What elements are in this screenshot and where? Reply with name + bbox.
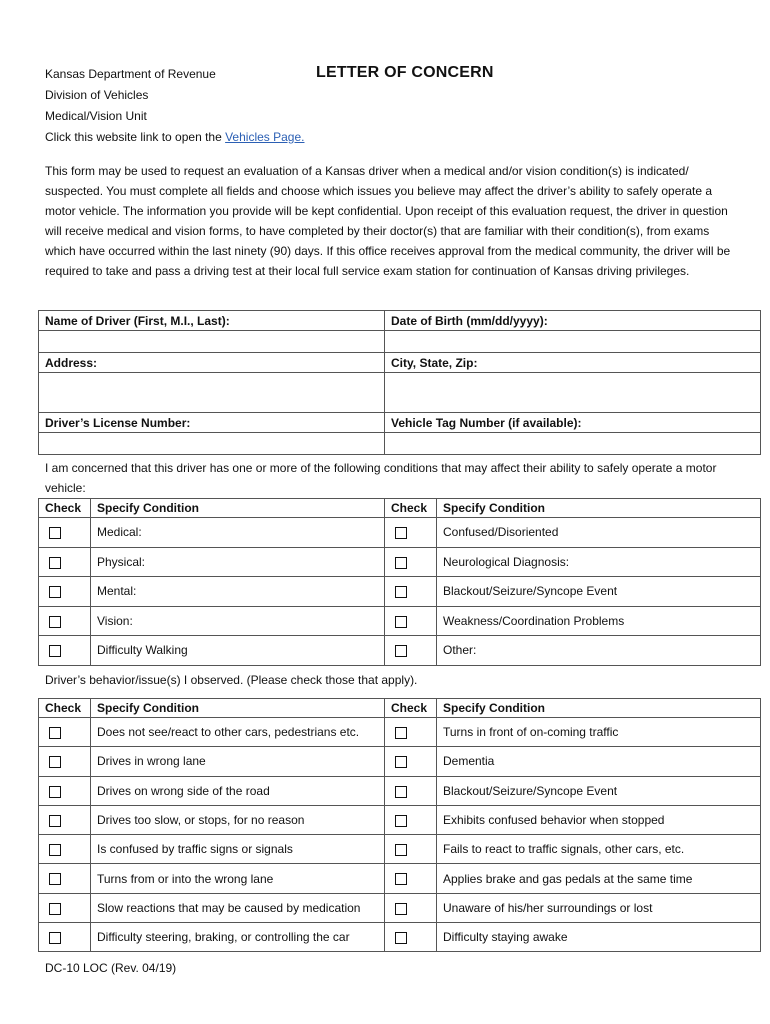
checkbox[interactable]	[49, 903, 61, 915]
checkbox-cell[interactable]	[39, 864, 91, 893]
checkbox[interactable]	[395, 756, 407, 768]
name-input[interactable]	[45, 335, 378, 349]
checkbox-cell[interactable]	[39, 577, 91, 607]
table-row	[39, 718, 761, 747]
checkbox-cell[interactable]	[385, 835, 437, 864]
checkbox[interactable]	[49, 786, 61, 798]
condition-label: Other:	[437, 636, 761, 666]
condition-label: Turns from or into the wrong lane	[91, 864, 385, 893]
checkbox[interactable]	[49, 527, 61, 539]
checkbox-cell[interactable]	[385, 805, 437, 834]
dob-input[interactable]	[391, 335, 754, 349]
checkbox-cell[interactable]	[385, 893, 437, 922]
checkbox[interactable]	[395, 557, 407, 569]
driver-info-table	[38, 310, 761, 455]
condition-label: Neurological Diagnosis:	[437, 547, 761, 577]
checkbox-cell[interactable]	[385, 864, 437, 893]
checkbox[interactable]	[49, 616, 61, 628]
condition-label: Does not see/react to other cars, pedestrians etc.	[91, 718, 385, 747]
intro-paragraph	[45, 161, 735, 281]
table-row	[39, 518, 761, 548]
address-field[interactable]	[39, 373, 385, 413]
table-row	[39, 747, 761, 776]
checkbox-cell[interactable]	[385, 606, 437, 636]
checkbox[interactable]	[49, 557, 61, 569]
condition-label: Drives in wrong lane	[91, 747, 385, 776]
vehicles-page-link[interactable]: Vehicles Page.	[225, 130, 305, 144]
table-row	[39, 864, 761, 893]
checkbox[interactable]	[395, 645, 407, 657]
city-input[interactable]	[391, 386, 754, 400]
checkbox-cell[interactable]	[39, 923, 91, 952]
license-label: Driver’s License Number:	[39, 413, 385, 433]
checkbox-cell[interactable]	[39, 835, 91, 864]
checkbox[interactable]	[395, 873, 407, 885]
table-row	[39, 636, 761, 666]
check-header: Check	[39, 499, 91, 518]
checkbox-cell[interactable]	[39, 606, 91, 636]
checkbox-cell[interactable]	[39, 893, 91, 922]
checkbox[interactable]	[395, 727, 407, 739]
checkbox-cell[interactable]	[385, 776, 437, 805]
checkbox-cell[interactable]	[385, 547, 437, 577]
tag-field[interactable]	[385, 433, 761, 455]
condition-label: Mental:	[91, 577, 385, 607]
checkbox-cell[interactable]	[39, 776, 91, 805]
check-header: Check	[385, 499, 437, 518]
checkbox[interactable]	[395, 903, 407, 915]
checkbox[interactable]	[49, 586, 61, 598]
name-field[interactable]	[39, 331, 385, 353]
checkbox[interactable]	[395, 815, 407, 827]
checkbox-cell[interactable]	[385, 923, 437, 952]
condition-label: Physical:	[91, 547, 385, 577]
table-row	[39, 606, 761, 636]
condition-header: Specify Condition	[437, 499, 761, 518]
condition-label: Drives too slow, or stops, for no reason	[91, 805, 385, 834]
condition-label: Applies brake and gas pedals at the same time	[437, 864, 761, 893]
condition-header: Specify Condition	[91, 499, 385, 518]
checkbox[interactable]	[395, 932, 407, 944]
page-title: LETTER OF CONCERN	[316, 64, 494, 81]
conditions-table	[38, 498, 761, 666]
checkbox[interactable]	[395, 616, 407, 628]
condition-label: Blackout/Seizure/Syncope Event	[437, 577, 761, 607]
condition-label: Drives on wrong side of the road	[91, 776, 385, 805]
behaviors-table	[38, 698, 761, 952]
checkbox-cell[interactable]	[385, 518, 437, 548]
address-input[interactable]	[45, 386, 378, 400]
checkbox[interactable]	[395, 844, 407, 856]
dob-label: Date of Birth (mm/dd/yyyy):	[385, 311, 761, 331]
tag-label: Vehicle Tag Number (if available):	[385, 413, 761, 433]
checkbox[interactable]	[49, 645, 61, 657]
checkbox[interactable]	[395, 786, 407, 798]
checkbox-cell[interactable]	[39, 718, 91, 747]
checkbox-cell[interactable]	[385, 747, 437, 776]
intro-text: This form may be used to request an evaluation of a Kansas driver when a medical and/or vision condition(s) is indicated/ suspected. You must complete all fields and choose which issues you believe may affect the driver’s ability to safely operate a motor vehicle. The information you provide will be kept confidential. Upon receipt of this evaluation request, the driver in question will receive medical and vision forms, to have completed by their doctor(s) that are familiar with their condition(s), from exams which have occurred within the last ninety (90) days. If this office receives approval from the medical community, the driver will be required to take and pass a driving test at their local full service exam station for continuation of Kansas driving privileges.	[45, 164, 731, 278]
condition-header: Specify Condition	[437, 699, 761, 718]
address-label: Address:	[39, 353, 385, 373]
checkbox[interactable]	[395, 586, 407, 598]
checkbox[interactable]	[49, 932, 61, 944]
form-number: DC-10 LOC (Rev. 04/19)	[45, 961, 177, 975]
check-header: Check	[39, 699, 91, 718]
table-row	[39, 835, 761, 864]
table-row	[39, 776, 761, 805]
name-label: Name of Driver (First, M.I., Last):	[39, 311, 385, 331]
checkbox[interactable]	[49, 873, 61, 885]
condition-label: Turns in front of on-coming traffic	[437, 718, 761, 747]
condition-label: Weakness/Coordination Problems	[437, 606, 761, 636]
checkbox[interactable]	[49, 756, 61, 768]
city-field[interactable]	[385, 373, 761, 413]
table-row	[39, 577, 761, 607]
table-row	[39, 805, 761, 834]
agency-name: Kansas Department of Revenue	[45, 67, 216, 81]
checkbox-cell[interactable]	[385, 636, 437, 666]
condition-header: Specify Condition	[91, 699, 385, 718]
link-prefix: Click this website link to open the	[45, 130, 226, 144]
table-row	[39, 893, 761, 922]
condition-label: Unaware of his/her surroundings or lost	[437, 893, 761, 922]
condition-label: Slow reactions that may be caused by medication	[91, 893, 385, 922]
condition-label: Blackout/Seizure/Syncope Event	[437, 776, 761, 805]
condition-label: Confused/Disoriented	[437, 518, 761, 548]
condition-label: Vision:	[91, 606, 385, 636]
checkbox-cell[interactable]	[385, 577, 437, 607]
checkbox[interactable]	[49, 844, 61, 856]
condition-label: Fails to react to traffic signals, other cars, etc.	[437, 835, 761, 864]
license-input[interactable]	[45, 437, 378, 451]
condition-label: Difficulty steering, braking, or controlling the car	[91, 923, 385, 952]
condition-label: Medical:	[91, 518, 385, 548]
checkbox[interactable]	[395, 527, 407, 539]
condition-label: Is confused by traffic signs or signals	[91, 835, 385, 864]
checkbox-cell[interactable]	[39, 518, 91, 548]
city-label: City, State, Zip:	[385, 353, 761, 373]
checkbox-cell[interactable]	[39, 805, 91, 834]
conditions-prompt: I am concerned that this driver has one or more of the following conditions that may affect their ability to safely operate a motor vehicle:	[45, 461, 717, 495]
checkbox[interactable]	[49, 815, 61, 827]
license-field[interactable]	[39, 433, 385, 455]
condition-label: Exhibits confused behavior when stopped	[437, 805, 761, 834]
condition-label: Dementia	[437, 747, 761, 776]
check-header: Check	[385, 699, 437, 718]
dob-field[interactable]	[385, 331, 761, 353]
checkbox-cell[interactable]	[39, 747, 91, 776]
website-link-line	[45, 130, 304, 144]
division-name: Division of Vehicles	[45, 88, 149, 102]
condition-label: Difficulty Walking	[91, 636, 385, 666]
condition-label: Difficulty staying awake	[437, 923, 761, 952]
tag-input[interactable]	[391, 437, 754, 451]
checkbox-cell[interactable]	[385, 718, 437, 747]
checkbox-cell[interactable]	[39, 547, 91, 577]
unit-name: Medical/Vision Unit	[45, 109, 147, 123]
table-row	[39, 547, 761, 577]
table-row	[39, 923, 761, 952]
checkbox[interactable]	[49, 727, 61, 739]
checkbox-cell[interactable]	[39, 636, 91, 666]
behavior-prompt: Driver’s behavior/issue(s) I observed. (Please check those that apply).	[45, 673, 418, 687]
